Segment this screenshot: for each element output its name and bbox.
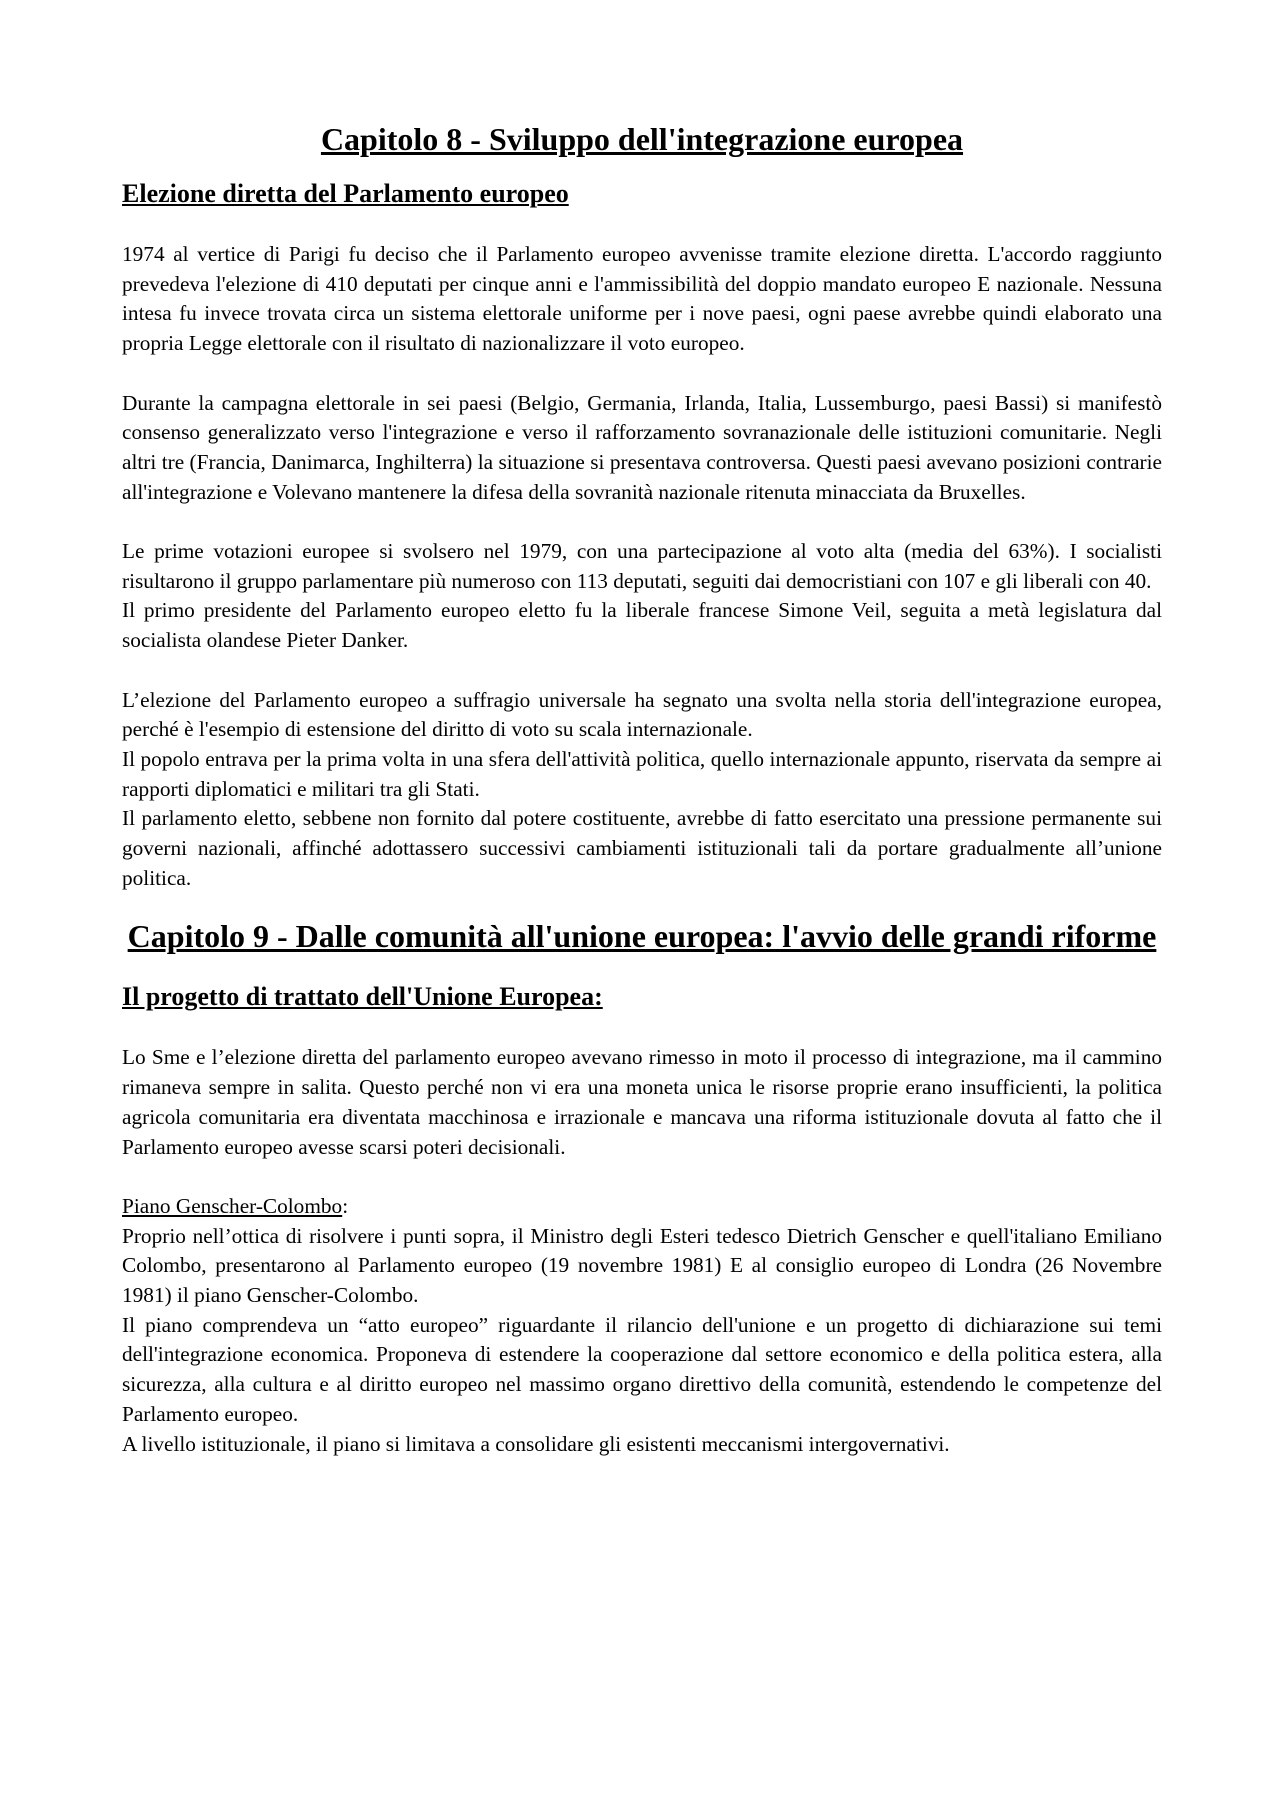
section-title-progetto-trattato: Il progetto di trattato dell'Unione Europea: [122,982,603,1012]
section-title-elezione: Elezione diretta del Parlamento europeo [122,179,569,208]
paragraph-vertice-parigi: 1974 al vertice di Parigi fu deciso che il Parlamento europeo avvenisse tramite elezione diretta. L'accordo raggiunto prevedeva l'elezione di 410 deputati per cinque anni e l'ammissibilità del doppio mandato europeo E nazionale. Nessuna intesa fu invece trovata circa un sistema elettorale uniforme per i nove paesi, ogni paese avrebbe quindi elaborato una propria Legge elettorale con il risultato di nazionalizzare il voto europeo. [122,242,1162,356]
paragraph-suffragio-universale: L’elezione del Parlamento europeo a suffragio universale ha segnato una svolta nella storia dell'integrazione europea, perché è l'esempio di estensione del diritto di voto su scala internazionale. [122,687,1162,742]
paragraph-livello-istituzionale: A livello istituzionale, il piano si limitava a consolidare gli esistenti meccanismi intergovernativi. [122,1431,950,1456]
plan-label: Piano Genscher-Colombo [122,1193,343,1218]
paragraph-campagna-elettorale: Durante la campagna elettorale in sei paesi (Belgio, Germania, Irlanda, Italia, Lussemburgo, paesi Bassi) si manifestò consenso generalizzato verso l'integrazione e verso il rafforzamento sovranazionale delle istituzioni comunitarie. Negli altri tre (Francia, Danimarca, Inghilterra) la situazione si presentava controversa. Questi paesi avevano posizioni contrarie all'integrazione e Volevano mantenere la difesa della sovranità nazionale ritenuta minacciata da Bruxelles. [122,390,1162,504]
paragraph-atto-europeo: Il piano comprendeva un “atto europeo” riguardante il rilancio dell'unione e un progetto di dichiarazione sui temi dell'integrazione economica. Proponeva di estendere la cooperazione dal settore economico e della politica estera, alla sicurezza, alla cultura e al diritto europeo nel massimo organo direttivo della comunità, estendendo le competenze del Parlamento europeo. [122,1312,1162,1426]
paragraph-primo-presidente: Il primo presidente del Parlamento europeo eletto fu la liberale francese Simone Veil, seguita a metà legislatura dal socialista olandese Pieter Danker. [122,598,1162,653]
paragraph-popolo: Il popolo entrava per la prima volta in una sfera dell'attività politica, quello internazionale appunto, riservata da sempre ai rapporti diplomatici e militari tra gli Stati. [122,746,1162,801]
page-content [122,120,1162,1459]
plan-label-colon: : [342,1193,349,1218]
chapter-8-title: Capitolo 8 - Sviluppo dell'integrazione europea [320,121,964,157]
paragraph-parlamento-eletto: Il parlamento eletto, sebbene non fornito dal potere costituente, avrebbe di fatto esercitato una pressione permanente sui governi nazionali, affinché adottassero successivi cambiamenti istituzionali tali da portare gradualmente all’unione politica. [122,806,1162,890]
chapter-9-title: Capitolo 9 - Dalle comunità all'unione europea: l'avvio delle grandi riforme [127,918,1157,955]
paragraph-sme: Lo Sme e l’elezione diretta del parlamento europeo avevano rimesso in moto il processo di integrazione, ma il cammino rimaneva sempre in salita. Questo perché non vi era una moneta unica le risorse proprie erano insufficienti, la politica agricola comunitaria era diventata macchinosa e irrazionale e mancava una riforma istituzionale dovuta al fatto che il Parlamento europeo avesse scarsi poteri decisionali. [122,1045,1162,1159]
paragraph-genscher-colombo: Proprio nell’ottica di risolvere i punti sopra, il Ministro degli Esteri tedesco Dietrich Genscher e quell'italiano Emiliano Colombo, presentarono al Parlamento europeo (19 novembre 1981) E al consiglio europeo di Londra (26 Novembre 1981) il piano Genscher-Colombo. [122,1223,1162,1308]
paragraph-prime-votazioni: Le prime votazioni europee si svolsero nel 1979, con una partecipazione al voto alta (media del 63%). I socialisti risultarono il gruppo parlamentare più numeroso con 113 deputati, seguiti dai democristiani con 107 e gli liberali con 40. [122,539,1162,593]
plan-heading [122,1192,1162,1222]
